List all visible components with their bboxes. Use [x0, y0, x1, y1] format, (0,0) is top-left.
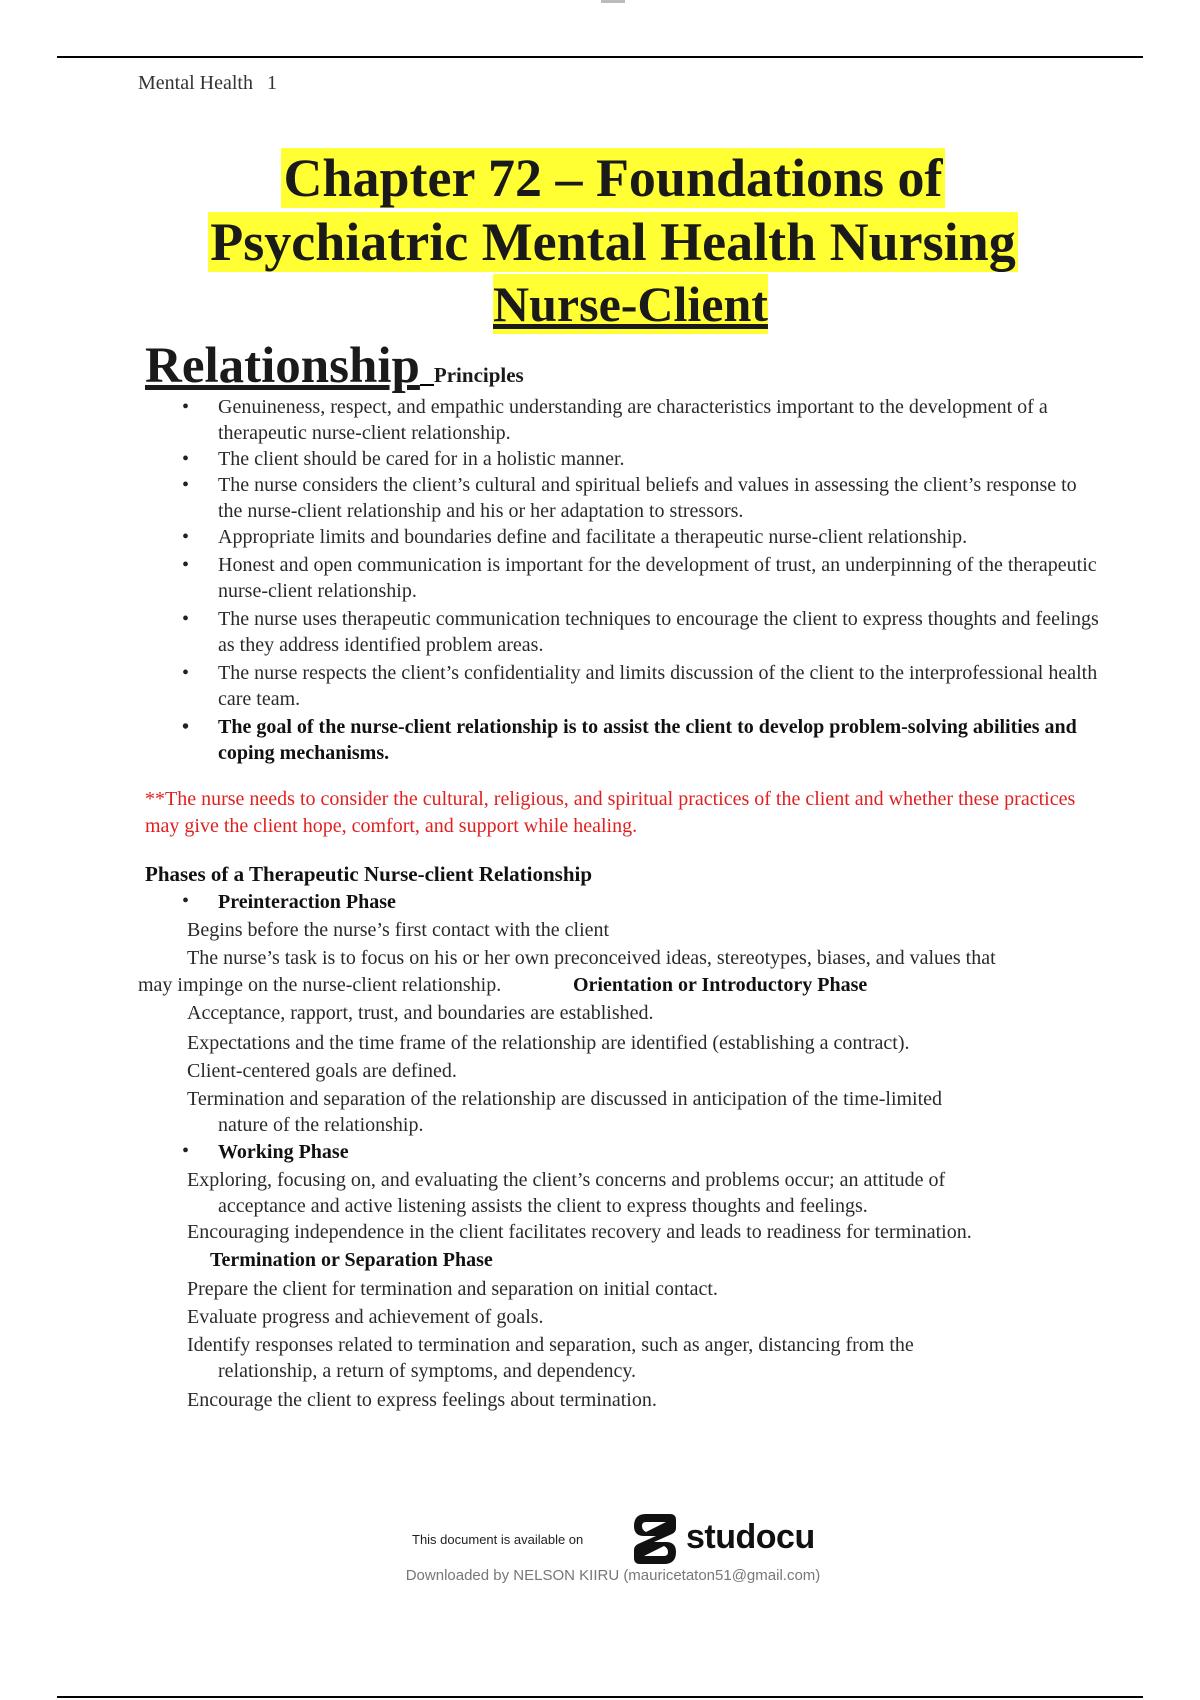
working-line-2: Encouraging independence in the client facilitates recovery and leads to readiness for termination.	[187, 1221, 972, 1243]
red-note: **The nurse needs to consider the cultural, religious, and spiritual practices of the client and whether these practices may give the client hope, comfort, and support while healing.	[145, 788, 1076, 837]
termination-line-3b: relationship, a return of symptoms, and dependency.	[218, 1360, 637, 1382]
orientation-title: Orientation or Introductory Phase	[573, 974, 868, 996]
preinteraction-line-2a: The nurse’s task is to focus on his or her own preconceived ideas, stereotypes, biases, and values that	[187, 947, 996, 969]
bullet-icon: •	[182, 890, 190, 912]
working-line-1b: acceptance and active listening assists the client to express thoughts and feelings.	[218, 1195, 868, 1217]
list-item: • The client should be cared for in a holistic manner.	[180, 446, 1100, 472]
list-item: • Appropriate limits and boundaries define and facilitate a therapeutic nurse-client relationship.	[180, 524, 1100, 550]
termination-line-1: Prepare the client for termination and separation on initial contact.	[187, 1278, 718, 1300]
top-edge-mark	[601, 0, 625, 3]
list-item: • The nurse considers the client’s cultural and spiritual beliefs and values in assessing the client’s response to the nurse-client relationship and his or her adaptation to stressors.	[180, 472, 1100, 524]
list-item: • Genuineness, respect, and empathic understanding are characteristics important to the development of a therapeutic nurse-client relationship.	[180, 394, 1100, 446]
termination-line-3a: Identify responses related to termination and separation, such as anger, distancing from the	[187, 1334, 914, 1356]
chapter-title	[0, 146, 1200, 274]
orientation-line-4b: nature of the relationship.	[218, 1114, 424, 1136]
studocu-wordmark: studocu	[686, 1518, 815, 1556]
page-number: 1	[266, 72, 277, 94]
relationship-heading-text: Relationship	[145, 338, 420, 394]
list-item: • The goal of the nurse-client relationship is to assist the client to develop problem-solving abilities and coping mechanisms.	[180, 714, 1100, 766]
list-item: • The nurse respects the client’s confidentiality and limits discussion of the client to the interprofessional health care team.	[180, 660, 1100, 712]
footer-rule	[57, 1696, 1143, 1698]
termination-title: Termination or Separation Phase	[210, 1249, 493, 1271]
list-item: • The nurse uses therapeutic communication techniques to encourage the client to express thoughts and feelings as they address identified problem areas.	[180, 606, 1100, 658]
bullet-icon: •	[182, 1140, 190, 1162]
termination-line-4: Encourage the client to express feelings about termination.	[187, 1389, 657, 1411]
orientation-line-4a: Termination and separation of the relationship are discussed in anticipation of the time-limited	[187, 1088, 943, 1110]
preinteraction-title: Preinteraction Phase	[218, 891, 396, 913]
orientation-line-2: Expectations and the time frame of the relationship are identified (establishing a contract).	[187, 1032, 910, 1054]
running-head	[138, 72, 291, 95]
phases-heading: Phases of a Therapeutic Nurse-client Relationship	[145, 862, 593, 886]
working-line-1a: Exploring, focusing on, and evaluating the client’s concerns and problems occur; an attitude of	[187, 1169, 946, 1191]
footer-available-text: This document is available on	[412, 1532, 584, 1547]
orientation-line-3: Client-centered goals are defined.	[187, 1060, 457, 1082]
header-rule	[57, 56, 1143, 58]
preinteraction-line-2b: may impinge on the nurse-client relationship.	[138, 974, 502, 996]
studocu-logo-icon	[632, 1512, 678, 1566]
working-title: Working Phase	[218, 1141, 349, 1163]
termination-line-2: Evaluate progress and achievement of goals.	[187, 1306, 544, 1328]
studocu-logo[interactable]	[632, 1512, 832, 1568]
heading-underline	[420, 382, 434, 386]
preinteraction-line-1: Begins before the nurse’s first contact with the client	[187, 919, 610, 941]
orientation-line-1: Acceptance, rapport, trust, and boundaries are established.	[187, 1002, 654, 1024]
list-item: • Honest and open communication is important for the development of trust, an underpinning of the therapeutic nurse-client relationship.	[180, 552, 1100, 604]
title-line-2: Psychiatric Mental Health Nursing	[210, 212, 1016, 272]
running-head-title: Mental Health	[138, 72, 253, 94]
footer-downloaded-text: Downloaded by NELSON KIIRU (mauricetaton51@gmail.com)	[405, 1567, 821, 1584]
title-line-3: Nurse-Client	[493, 276, 768, 332]
title-line-1: Chapter 72 – Foundations of	[283, 148, 943, 208]
principles-list	[180, 394, 1100, 766]
principles-heading: Principles	[433, 363, 524, 387]
